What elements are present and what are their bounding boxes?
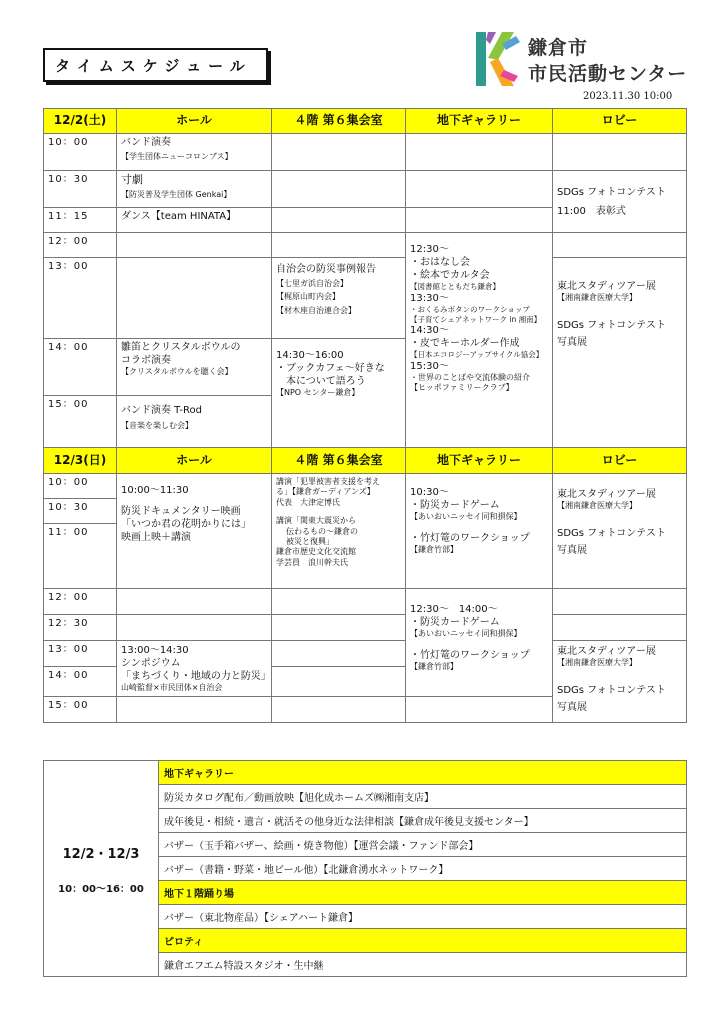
time-cell: 12：00 [44, 589, 117, 615]
room-cell [272, 667, 406, 697]
event-cell: バザー（東北物産品）【シェアハート鎌倉】 [159, 905, 687, 929]
col-gallery: 地下ギャラリー [406, 109, 553, 134]
gallery-event-line: 【図書館とともだち鎌倉】 [410, 282, 500, 291]
table-row [44, 233, 687, 258]
lobby-cell [553, 233, 687, 258]
event-organizer: 【湘南鎌倉医療大学】 [557, 293, 637, 302]
organization-logo [472, 30, 692, 90]
room-cell [272, 589, 406, 615]
col-lobby: ロビー [553, 109, 687, 134]
event-title: シンポジウム [121, 658, 181, 669]
table-row [44, 474, 687, 499]
event-organizer: 【防災普及学生団体 Genkai】 [121, 190, 232, 200]
room-cell [272, 615, 406, 641]
col-gallery: 地下ギャラリー [406, 448, 553, 474]
schedule-table [43, 108, 687, 723]
room-cell [272, 233, 406, 258]
gallery-cell [406, 134, 553, 171]
event-title: SDGs フォトコンテスト [557, 528, 666, 540]
lobby-cell [553, 258, 687, 448]
room-cell [272, 474, 406, 589]
event-organizer: 【湘南鎌倉医療大学】 [557, 501, 637, 510]
time-cell: 10：30 [44, 499, 117, 524]
event-organizer: 【あいおいニッセイ同和損保】 [410, 512, 522, 521]
time-cell: 10：00 [44, 134, 117, 171]
gallery-event-line: ・おくるみボタンのワークショップ [410, 304, 530, 314]
gallery-event-line: ・皮でキーホルダー作成 [410, 338, 520, 350]
lobby-cell [553, 615, 687, 641]
event-title: コラボ演奏 [121, 355, 171, 366]
event-organizer: 【クリスタルボウルを聴く会】 [121, 367, 233, 376]
room-cell [272, 208, 406, 233]
event-cell: 成年後見・相続・遺言・就活その他身近な法律相談【鎌倉成年後見支援センター】 [159, 809, 687, 833]
event-title: 被災と復興」 [286, 536, 334, 546]
event-time: 10:00～11:30 [121, 485, 189, 496]
event-organizer: 【梶原山町内会】 [276, 292, 340, 302]
col-lobby: ロビー [553, 448, 687, 474]
hall-cell [117, 233, 272, 258]
event-title: バンド演奏 T-Rod [121, 405, 202, 416]
event-title: ・防災カードゲーム [410, 617, 500, 628]
event-organizer: 【材木座自治連合会】 [276, 305, 356, 315]
event-title: 講演「関東大震災から [276, 516, 356, 526]
event-title: SDGs フォトコンテスト [557, 320, 666, 332]
hall-cell [117, 589, 272, 615]
event-title: SDGs フォトコンテスト [557, 186, 666, 198]
event-title: 本について語ろう [286, 376, 366, 387]
gallery-cell [406, 697, 553, 723]
time-cell: 13：00 [44, 258, 117, 339]
lobby-cell [553, 641, 687, 723]
period-dates: 12/2・12/3 [62, 846, 140, 862]
room-cell [272, 171, 406, 208]
time-cell: 14：00 [44, 667, 117, 697]
event-time: 10:30～ [410, 487, 449, 498]
period-hours: 10：00～16：00 [58, 883, 144, 895]
section-header: 地下ギャラリー [159, 761, 687, 785]
event-subtitle: 写真展 [557, 702, 587, 714]
hall-cell [117, 134, 272, 171]
time-cell: 12：30 [44, 615, 117, 641]
event-organizer: 【音楽を楽しむ会】 [121, 421, 193, 430]
hall-cell [117, 339, 272, 396]
timestamp: 2023.11.30 10:00 [583, 91, 673, 102]
time-cell: 10：00 [44, 474, 117, 499]
lobby-cell [553, 474, 687, 589]
hall-cell [117, 697, 272, 723]
event-organizer: 鎌倉市歴史文化交流館 [276, 547, 356, 557]
gallery-cell [406, 474, 553, 589]
table-row [44, 641, 687, 667]
section-header: ピロティ [159, 929, 687, 953]
logo-mark-icon [472, 30, 524, 88]
hall-cell [117, 208, 272, 233]
event-cell: 鎌倉エフエム特設スタジオ・生中継 [159, 953, 687, 977]
event-time: 11:00 表彰式 [557, 205, 626, 217]
gallery-event-line: ・世界のことばや交流体験の紹介 [410, 373, 530, 382]
table-row [44, 615, 687, 641]
event-cell: バザー（書籍・野菜・地ビール他）【北鎌倉湧水ネットワーク】 [159, 857, 687, 881]
event-organizer: 【湘南鎌倉医療大学】 [557, 658, 637, 667]
table-row [44, 589, 687, 615]
event-subtitle: 映画上映＋講演 [121, 532, 191, 543]
time-cell: 12：00 [44, 233, 117, 258]
hall-cell [117, 615, 272, 641]
event-title: 東北スタディツアー展 [557, 646, 656, 657]
event-organizer: る」【鎌倉ガーディアンズ】 [276, 487, 375, 497]
period-cell [44, 761, 159, 977]
time-cell: 15：00 [44, 697, 117, 723]
time-cell: 14：00 [44, 339, 117, 396]
event-title: 講演「犯罪被害者支援を考え [276, 477, 380, 486]
event-speaker: 山崎監督×市民団体×自治会 [121, 683, 223, 692]
lobby-cell [553, 171, 687, 233]
gallery-cell [406, 589, 553, 697]
section-header-row [44, 761, 687, 785]
all-day-events-table [43, 760, 687, 977]
event-title: 自治会の防災事例報告 [276, 264, 376, 275]
event-title: 雛笛とクリスタルボウルの [121, 342, 241, 353]
event-title: ・ブックカフェ～好きな [276, 363, 385, 374]
event-subtitle: 写真展 [557, 545, 587, 557]
event-organizer: 【NPO センター鎌倉】 [276, 388, 360, 397]
col-hall: ホール [117, 109, 272, 134]
day1-date: 12/2(土) [44, 109, 117, 134]
event-time: 13:00～14:30 [121, 645, 189, 656]
time-cell: 11：15 [44, 208, 117, 233]
event-title: SDGs フォトコンテスト [557, 685, 666, 697]
event-subtitle: 写真展 [557, 337, 587, 349]
event-title: 「いつか君の花明かりには」 [121, 519, 251, 530]
day1-header-row [44, 109, 687, 134]
time-cell: 10：30 [44, 171, 117, 208]
hall-cell [117, 171, 272, 208]
col-hall: ホール [117, 448, 272, 474]
day2-header-row [44, 448, 687, 474]
event-organizer: 【あいおいニッセイ同和損保】 [410, 629, 522, 638]
hall-cell [117, 258, 272, 339]
gallery-cell [406, 233, 553, 448]
event-title: 寸劇 [121, 173, 143, 186]
lobby-cell [553, 134, 687, 171]
time-cell: 13：00 [44, 641, 117, 667]
event-organizer: 【鎌倉竹部】 [410, 662, 458, 672]
hall-cell [117, 474, 272, 589]
logo-line2: 市民活動センター [528, 63, 688, 85]
table-row [44, 134, 687, 171]
event-title: バンド演奏 [121, 137, 171, 148]
gallery-event-line: 【子育てシェアネットワーク in 湘南】 [410, 314, 542, 324]
event-time: 12:30～ 14:00～ [410, 604, 498, 615]
lobby-cell [553, 589, 687, 615]
gallery-event-line: ・おはなし会 [410, 257, 470, 268]
event-time: 14:30～16:00 [276, 350, 344, 361]
gallery-cell [406, 171, 553, 208]
event-title: ・竹灯篭のワークショップ [410, 533, 530, 545]
day2-date: 12/3(日) [44, 448, 117, 474]
table-row [44, 171, 687, 208]
room-cell [272, 258, 406, 339]
section-header: 地下１階踊り場 [159, 881, 687, 905]
gallery-event-line: 13:30～ [410, 292, 449, 304]
room-cell [272, 134, 406, 171]
event-title: 防災ドキュメンタリー映画 [121, 506, 241, 517]
gallery-event-line: 14:30～ [410, 325, 449, 337]
event-title: 「まちづくり・地域の力と防災」 [121, 671, 271, 682]
event-organizer: 【学生団体ニューコロンブス】 [121, 152, 233, 161]
gallery-cell [406, 208, 553, 233]
room-cell [272, 697, 406, 723]
room-cell [272, 339, 406, 448]
hall-cell [117, 641, 272, 697]
page-title: タイムスケジュール [43, 48, 268, 82]
gallery-event-line: 12:30～ [410, 244, 449, 255]
event-title: ・竹灯篭のワークショップ [410, 650, 530, 662]
event-title: 東北スタディツアー展 [557, 281, 656, 292]
event-title: 東北スタディツアー展 [557, 489, 656, 500]
event-cell: 防災カタログ配布／動画放映【旭化成ホームズ㈱湘南支店】 [159, 785, 687, 809]
col-room: ４階 第６集会室 [272, 109, 406, 134]
room-cell [272, 641, 406, 667]
time-cell: 11：00 [44, 524, 117, 589]
event-cell: バザー（玉手箱バザー、絵画・焼き物他）【運営会議・ファンド部会】 [159, 833, 687, 857]
col-room: ４階 第６集会室 [272, 448, 406, 474]
logo-line1: 鎌倉市 [528, 37, 589, 59]
event-speaker: 代表 大津定博氏 [276, 497, 340, 507]
gallery-event-line: 【日本エコロジーアップサイクル協会】 [410, 350, 544, 360]
gallery-event-list [410, 243, 548, 394]
event-organizer: 【七里ガ浜自治会】 [276, 279, 348, 288]
gallery-event-line: ・絵本でカルタ会 [410, 270, 490, 281]
time-cell: 15：00 [44, 396, 117, 448]
event-title: 伝わるもの～鎌倉の [286, 526, 358, 536]
event-organizer: 【鎌倉竹部】 [410, 545, 458, 555]
hall-cell [117, 396, 272, 448]
event-speaker: 学芸員 浪川幹夫氏 [276, 557, 348, 567]
gallery-event-line: 【ヒッポファミリークラブ】 [410, 383, 514, 393]
gallery-event-line: 15:30～ [410, 361, 449, 372]
event-title: ・防災カードゲーム [410, 500, 500, 511]
event-title: ダンス【team HINATA】 [121, 211, 237, 222]
table-row [44, 258, 687, 339]
